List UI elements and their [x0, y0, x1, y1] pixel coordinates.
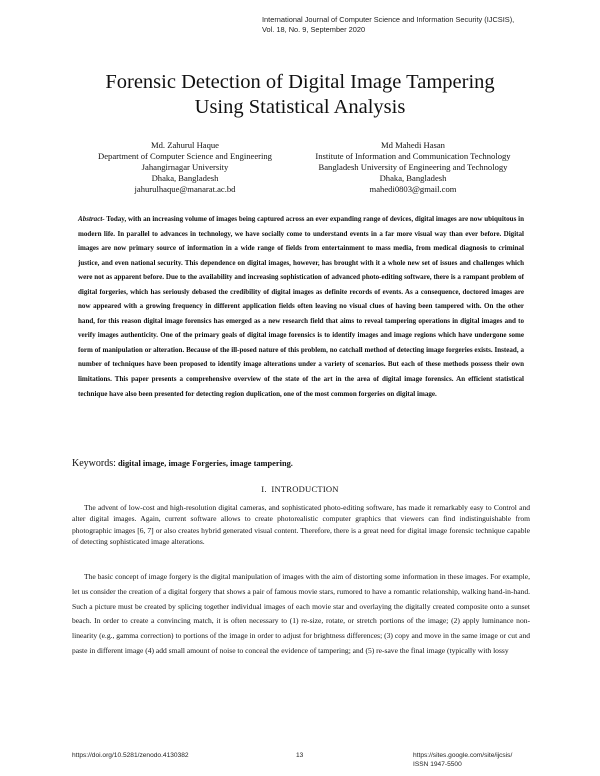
- journal-volume: Vol. 18, No. 9, September 2020: [262, 24, 366, 34]
- paper-title-line-2: Using Statistical Analysis: [194, 96, 406, 118]
- footer-site: [413, 751, 512, 769]
- section-title-rest: NTRODUCTION: [274, 484, 339, 494]
- paper-title: [40, 70, 560, 120]
- abstract-label: Abstract-: [78, 215, 105, 223]
- author-name: Md. Zahurul Haque: [150, 140, 220, 150]
- keywords-label: Keywords:: [72, 458, 116, 469]
- footer-page-number: [296, 751, 303, 760]
- author-affiliation: Department of Computer Science and Engineering: [98, 151, 272, 161]
- abstract-text: Today, with an increasing volume of images being captured across an ever expanding range of devices, digital images are now ubiquitous in modern life. In parallel to advances in technology, we have socially come to understand events in a far more visual way than ever before. Digital images are now primary source of information in a wide range of fields from entertainment to mass media, from medical diagnosis to criminal justice, and even national security. This dependence on digital images, however, has brought with it a whole new set of issues and challenges which were not as apparent before. Due to the availability and increasing sophistication of advanced photo-editing software, there is a rampant problem of digital forgeries, which has seriously debased the credibility of digital images as definite records of events. As a consequence, doctored images are now appeared with a growing frequency in different application fields often leaving no visual clues of having been tampered with. On the other hand, for this reason digital image forensics has emerged as a new research field that aims to reveal tampering operations in digital images and to verify images authenticity. One of the primary goals of digital image forensics is to identify images and image regions which have undergone some form of manipulation or alteration. Because of the ill-posed nature of this problem, no catchall method of detecting image forgeries exists. Instead, a number of techniques have been proposed to identify image alterations under a variety of scenarios. But each of these methods possess their own limitations. This paper presents a comprehensive overview of the state of the art in the area of digital image forensics. An efficient statistical technique have also been presented for detecting region duplication, one of the most common forgeries on digital image.: [78, 215, 524, 398]
- author-institution: Jahangirnagar University: [141, 162, 229, 172]
- author-location: Dhaka, Bangladesh: [151, 173, 219, 183]
- author-email: mahedi0803@gmail.com: [369, 184, 457, 194]
- issn: ISSN 1947-5500: [413, 761, 462, 768]
- journal-name: International Journal of Computer Science and Information Security (IJCSIS),: [262, 15, 515, 24]
- author-email: jahurulhaque@manarat.ac.bd: [134, 184, 236, 194]
- keywords-list: digital image, image Forgeries, image tampering.: [115, 459, 293, 468]
- author-block-1: [60, 140, 310, 195]
- author-affiliation: Institute of Information and Communication Technology: [315, 151, 511, 161]
- footer-doi: [72, 751, 189, 760]
- author-institution: Bangladesh University of Engineering and Technology: [318, 162, 508, 172]
- author-name: Md Mahedi Hasan: [381, 140, 445, 150]
- body-paragraph-2: The basic concept of image forgery is the digital manipulation of images with the aim of distorting some information in these images. For example, let us consider the creation of a digital forgery that shows a pair of famous movie stars, rumored to have a romantic relationship, walking hand-in-hand. Such a picture must be created by splicing together individual images of each movie star and overlaying the digitally created composite onto a sunset beach. In order to create a convincing match, it is often necessary to (1) re-size, rotate, or stretch portions of the image; (2) apply luminance non-linearity (e.g., gamma correction) to portions of the image in order to adjust for brightness differences; (3) copy and move in the same image or cut and paste in different image (4) add small amount of noise to conceal the evidence of tampering; and (5) re-save the final image (typically with lossy: [72, 572, 530, 655]
- page-number: 13: [296, 752, 304, 759]
- doi-link: https://doi.org/10.5281/zenodo.4130382: [72, 752, 189, 759]
- body-paragraph-1: The advent of low-cost and high-resolution digital cameras, and sophisticated photo-editing software, has made it remarkably easy to Control and alter digital images. Again, current software allows to create photorealistic computer graphics that viewers can find indistinguishable from photographic images [6, 7] or also creates hybrid generated visual content. Therefore, there is a great need for digital image forensic technique capable of detecting sophisticated image alterations.: [72, 503, 530, 547]
- section-number: I.: [261, 484, 267, 494]
- section-title-initial: I: [271, 484, 275, 494]
- author-location: Dhaka, Bangladesh: [379, 173, 447, 183]
- author-block-2: [288, 140, 538, 195]
- abstract: [78, 212, 524, 401]
- site-link: https://sites.google.com/site/ijcsis/: [413, 752, 513, 759]
- section-heading-introduction: [0, 484, 600, 494]
- paper-title-line-1: Forensic Detection of Digital Image Tampering: [105, 71, 495, 93]
- keywords: [72, 458, 532, 469]
- journal-header: [262, 15, 592, 34]
